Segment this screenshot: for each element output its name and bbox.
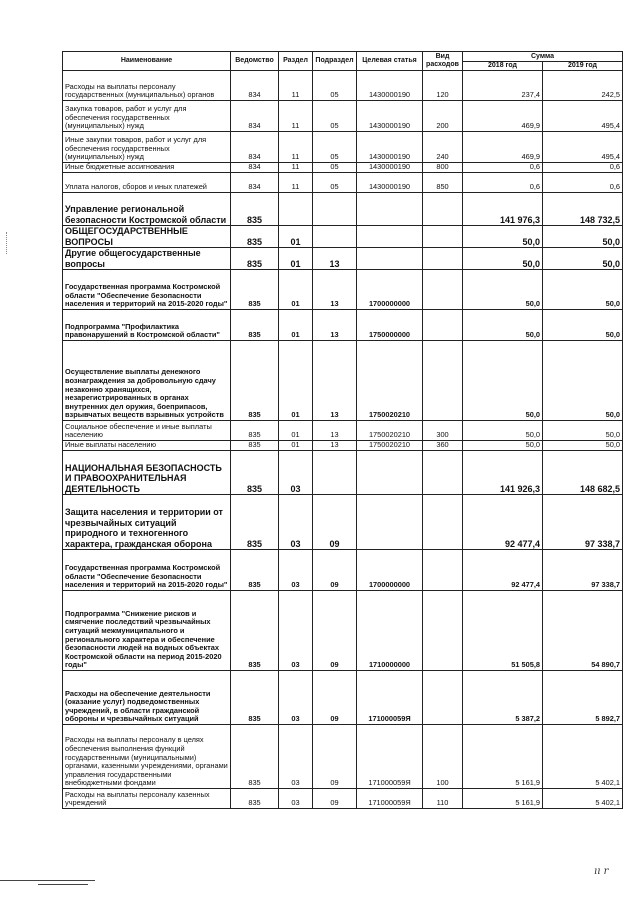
cell-target: 1430000190 <box>357 132 423 163</box>
cell-type <box>423 193 463 226</box>
cell-name: Уплата налогов, сборов и иных платежей <box>63 173 231 193</box>
cell-type: 200 <box>423 101 463 132</box>
cell-type: 850 <box>423 173 463 193</box>
cell-sum-2019: 50,0 <box>543 226 623 248</box>
cell-type: 800 <box>423 163 463 173</box>
cell-name: Защита населения и территории от чрезвычайных ситуаций природного и техногенного характера, гражданская оборона <box>63 495 231 550</box>
header-year1: 2018 год <box>463 62 543 71</box>
cell-type <box>423 310 463 341</box>
cell-type <box>423 270 463 310</box>
header-subsection: Подраздел <box>313 52 357 71</box>
cell-section: 03 <box>279 495 313 550</box>
cell-dept: 835 <box>231 725 279 789</box>
cell-target: 1430000190 <box>357 173 423 193</box>
cell-dept: 834 <box>231 71 279 101</box>
cell-sum-2018: 50,0 <box>463 341 543 421</box>
cell-target <box>357 226 423 248</box>
footer-line <box>0 880 95 881</box>
cell-target: 1750020210 <box>357 421 423 441</box>
cell-sum-2018: 237,4 <box>463 71 543 101</box>
cell-name: НАЦИОНАЛЬНАЯ БЕЗОПАСНОСТЬ И ПРАВООХРАНИТЕЛЬНАЯ ДЕЯТЕЛЬНОСТЬ <box>63 451 231 495</box>
cell-section: 01 <box>279 310 313 341</box>
budget-page <box>62 51 622 809</box>
cell-sum-2019: 495,4 <box>543 132 623 163</box>
header-target: Целевая статья <box>357 52 423 71</box>
cell-section <box>279 193 313 226</box>
cell-dept: 835 <box>231 310 279 341</box>
cell-target: 171000059Я <box>357 725 423 789</box>
cell-target <box>357 495 423 550</box>
cell-name: Подпрограмма "Снижение рисков и смягчение последствий чрезвычайных ситуаций межмуниципального и регионального характера и обеспечение безопасности людей на водных объектах Костромской области на период 2015-2020 годы" <box>63 591 231 671</box>
cell-sum-2018: 50,0 <box>463 226 543 248</box>
cell-sum-2019: 495,4 <box>543 101 623 132</box>
table-row <box>63 101 623 132</box>
footer-line-short <box>38 884 88 885</box>
cell-section: 01 <box>279 341 313 421</box>
cell-sum-2019: 54 890,7 <box>543 591 623 671</box>
cell-sum-2019: 97 338,7 <box>543 495 623 550</box>
table-row <box>63 270 623 310</box>
cell-type: 360 <box>423 441 463 451</box>
cell-subsection: 05 <box>313 101 357 132</box>
table-row <box>63 226 623 248</box>
cell-type <box>423 550 463 591</box>
cell-subsection <box>313 193 357 226</box>
table-row <box>63 248 623 270</box>
cell-dept: 834 <box>231 163 279 173</box>
cell-subsection: 13 <box>313 341 357 421</box>
cell-name: Социальное обеспечение и иные выплаты населению <box>63 421 231 441</box>
cell-name: Иные закупки товаров, работ и услуг для обеспечения государственных (муниципальных) нужд <box>63 132 231 163</box>
cell-type <box>423 451 463 495</box>
cell-subsection: 05 <box>313 132 357 163</box>
cell-dept: 834 <box>231 132 279 163</box>
cell-section: 11 <box>279 163 313 173</box>
cell-name: Расходы на выплаты персоналу государственных (муниципальных) органов <box>63 71 231 101</box>
cell-dept: 835 <box>231 226 279 248</box>
cell-sum-2018: 50,0 <box>463 441 543 451</box>
cell-sum-2018: 469,9 <box>463 101 543 132</box>
table-row <box>63 550 623 591</box>
cell-dept: 835 <box>231 441 279 451</box>
cell-name: Иные выплаты населению <box>63 441 231 451</box>
cell-dept: 835 <box>231 451 279 495</box>
cell-name: Государственная программа Костромской области "Обеспечение безопасности населения и территорий на 2015-2020 годы" <box>63 550 231 591</box>
cell-target <box>357 193 423 226</box>
cell-type <box>423 591 463 671</box>
cell-type <box>423 671 463 725</box>
cell-dept: 835 <box>231 495 279 550</box>
cell-sum-2018: 5 387,2 <box>463 671 543 725</box>
cell-type: 110 <box>423 789 463 809</box>
cell-sum-2019: 50,0 <box>543 421 623 441</box>
table-row <box>63 193 623 226</box>
cell-target: 1700000000 <box>357 270 423 310</box>
cell-name: ОБЩЕГОСУДАРСТВЕННЫЕ ВОПРОСЫ <box>63 226 231 248</box>
table-row <box>63 441 623 451</box>
cell-dept: 835 <box>231 421 279 441</box>
cell-target: 171000059Я <box>357 789 423 809</box>
cell-sum-2019: 0,6 <box>543 163 623 173</box>
cell-target: 1430000190 <box>357 71 423 101</box>
cell-name: Расходы на обеспечение деятельности (оказание услуг) подведомственных учреждений, в области гражданской обороны и чрезвычайных ситуаций <box>63 671 231 725</box>
cell-target: 1750020210 <box>357 441 423 451</box>
table-row <box>63 451 623 495</box>
cell-target: 1430000190 <box>357 163 423 173</box>
margin-mark <box>6 232 8 254</box>
cell-name: Государственная программа Костромской области "Обеспечение безопасности населения и территорий на 2015-2020 годы" <box>63 270 231 310</box>
table-row <box>63 725 623 789</box>
cell-subsection: 09 <box>313 671 357 725</box>
cell-sum-2018: 50,0 <box>463 310 543 341</box>
table-body <box>63 71 623 809</box>
cell-sum-2018: 92 477,4 <box>463 550 543 591</box>
cell-dept: 835 <box>231 550 279 591</box>
cell-section: 01 <box>279 441 313 451</box>
cell-subsection: 09 <box>313 725 357 789</box>
cell-dept: 835 <box>231 270 279 310</box>
cell-subsection: 05 <box>313 71 357 101</box>
page-signature: ıı r <box>594 866 609 877</box>
cell-sum-2019: 50,0 <box>543 270 623 310</box>
cell-sum-2018: 5 161,9 <box>463 725 543 789</box>
cell-dept: 835 <box>231 591 279 671</box>
cell-subsection: 09 <box>313 591 357 671</box>
cell-sum-2018: 141 976,3 <box>463 193 543 226</box>
cell-section: 01 <box>279 270 313 310</box>
cell-sum-2019: 50,0 <box>543 310 623 341</box>
cell-type: 300 <box>423 421 463 441</box>
cell-subsection: 13 <box>313 270 357 310</box>
header-section: Раздел <box>279 52 313 71</box>
cell-subsection: 09 <box>313 550 357 591</box>
cell-sum-2019: 50,0 <box>543 248 623 270</box>
cell-dept: 835 <box>231 248 279 270</box>
cell-sum-2018: 50,0 <box>463 248 543 270</box>
cell-type: 120 <box>423 71 463 101</box>
table-row <box>63 495 623 550</box>
cell-section: 11 <box>279 132 313 163</box>
cell-target <box>357 248 423 270</box>
cell-sum-2019: 0,6 <box>543 173 623 193</box>
cell-sum-2018: 50,0 <box>463 270 543 310</box>
cell-section: 01 <box>279 421 313 441</box>
cell-name: Иные бюджетные ассигнования <box>63 163 231 173</box>
cell-name: Подпрограмма "Профилактика правонарушений в Костромской области" <box>63 310 231 341</box>
cell-sum-2018: 0,6 <box>463 163 543 173</box>
table-row <box>63 671 623 725</box>
budget-table <box>62 51 623 809</box>
table-row <box>63 310 623 341</box>
table-row <box>63 341 623 421</box>
table-row <box>63 173 623 193</box>
cell-section: 01 <box>279 248 313 270</box>
cell-name: Расходы на выплаты персоналу в целях обеспечения выполнения функций государственными (муниципальными) органами, казенными учреждениями, органами управления государственными внебюджетными фондами <box>63 725 231 789</box>
cell-dept: 834 <box>231 101 279 132</box>
cell-dept: 835 <box>231 341 279 421</box>
cell-sum-2018: 51 505,8 <box>463 591 543 671</box>
cell-target: 1700000000 <box>357 550 423 591</box>
cell-subsection: 13 <box>313 248 357 270</box>
cell-target: 1430000190 <box>357 101 423 132</box>
cell-sum-2019: 5 892,7 <box>543 671 623 725</box>
cell-target: 1710000000 <box>357 591 423 671</box>
cell-dept: 835 <box>231 789 279 809</box>
cell-target: 1750020210 <box>357 341 423 421</box>
cell-type: 240 <box>423 132 463 163</box>
cell-target: 1750000000 <box>357 310 423 341</box>
cell-section: 03 <box>279 789 313 809</box>
cell-target: 171000059Я <box>357 671 423 725</box>
cell-section: 11 <box>279 71 313 101</box>
cell-section: 11 <box>279 173 313 193</box>
cell-sum-2019: 5 402,1 <box>543 725 623 789</box>
table-row <box>63 132 623 163</box>
cell-subsection <box>313 451 357 495</box>
cell-section: 11 <box>279 101 313 132</box>
cell-sum-2019: 5 402,1 <box>543 789 623 809</box>
cell-type <box>423 248 463 270</box>
cell-sum-2019: 148 732,5 <box>543 193 623 226</box>
cell-sum-2018: 0,6 <box>463 173 543 193</box>
cell-sum-2019: 50,0 <box>543 441 623 451</box>
cell-target <box>357 451 423 495</box>
cell-name: Управление региональной безопасности Костромской области <box>63 193 231 226</box>
cell-section: 03 <box>279 550 313 591</box>
cell-section: 03 <box>279 591 313 671</box>
cell-section: 01 <box>279 226 313 248</box>
cell-type <box>423 495 463 550</box>
cell-sum-2018: 141 926,3 <box>463 451 543 495</box>
cell-name: Осуществление выплаты денежного вознаграждения за добровольную сдачу незаконно хранящихся, незарегистрированных в органах внутренних дел оружия, боеприпасов, взрывчатых веществ взрывных устройств <box>63 341 231 421</box>
cell-subsection: 05 <box>313 173 357 193</box>
cell-subsection: 05 <box>313 163 357 173</box>
cell-dept: 834 <box>231 173 279 193</box>
cell-sum-2019: 50,0 <box>543 341 623 421</box>
table-row <box>63 163 623 173</box>
cell-subsection: 09 <box>313 789 357 809</box>
header-dept: Ведомство <box>231 52 279 71</box>
cell-name: Расходы на выплаты персоналу казенных учреждений <box>63 789 231 809</box>
table-row <box>63 591 623 671</box>
cell-section: 03 <box>279 451 313 495</box>
table-row <box>63 789 623 809</box>
table-row <box>63 71 623 101</box>
cell-sum-2018: 469,9 <box>463 132 543 163</box>
cell-section: 03 <box>279 725 313 789</box>
header-sum: Сумма <box>463 52 623 62</box>
cell-subsection: 13 <box>313 421 357 441</box>
cell-subsection: 09 <box>313 495 357 550</box>
cell-dept: 835 <box>231 671 279 725</box>
cell-dept: 835 <box>231 193 279 226</box>
cell-sum-2019: 97 338,7 <box>543 550 623 591</box>
cell-type <box>423 341 463 421</box>
cell-name: Закупка товаров, работ и услуг для обеспечения государственных (муниципальных) нужд <box>63 101 231 132</box>
cell-section: 03 <box>279 671 313 725</box>
cell-subsection: 13 <box>313 310 357 341</box>
cell-sum-2019: 148 682,5 <box>543 451 623 495</box>
cell-sum-2018: 50,0 <box>463 421 543 441</box>
cell-sum-2018: 5 161,9 <box>463 789 543 809</box>
cell-subsection: 13 <box>313 441 357 451</box>
table-row <box>63 421 623 441</box>
header-name: Наименование <box>63 52 231 71</box>
header-type: Вид расходов <box>423 52 463 71</box>
cell-type <box>423 226 463 248</box>
cell-subsection <box>313 226 357 248</box>
cell-sum-2018: 92 477,4 <box>463 495 543 550</box>
cell-name: Другие общегосударственные вопросы <box>63 248 231 270</box>
header-year2: 2019 год <box>543 62 623 71</box>
cell-type: 100 <box>423 725 463 789</box>
cell-sum-2019: 242,5 <box>543 71 623 101</box>
